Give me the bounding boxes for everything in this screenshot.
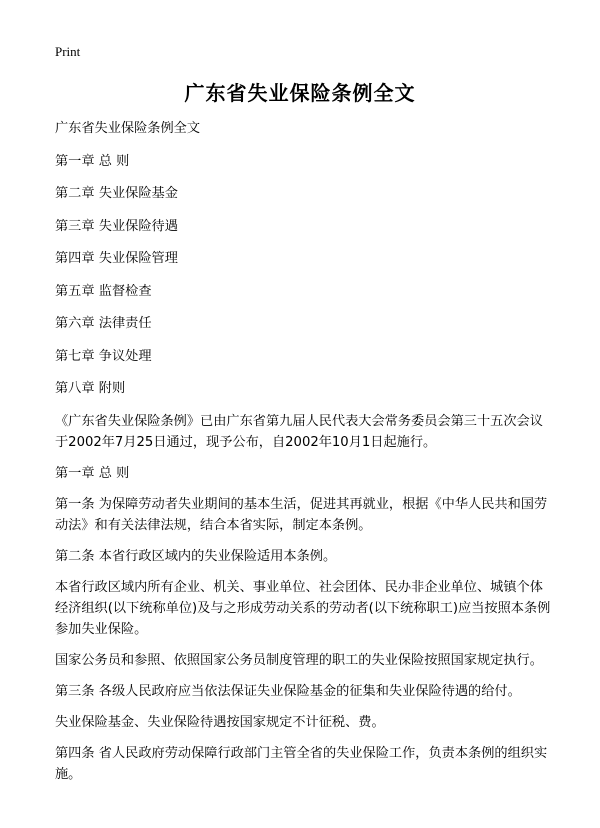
document-body <box>55 118 555 795</box>
toc-item: 第三章 失业保险待遇 <box>55 218 178 234</box>
toc-item: 第四章 失业保险管理 <box>55 251 178 266</box>
paragraph: 第三条 各级人民政府应当依法保证失业保险基金的征集和失业保险待遇的给付。 <box>55 683 521 699</box>
paragraph: 第四条 省人民政府劳动保障行政部门主管全省的失业保险工作，负责本条例的组织实施。 <box>55 745 548 782</box>
toc-item: 第六章 法律责任 <box>55 316 152 331</box>
toc-item: 第五章 监督检查 <box>55 283 152 299</box>
toc-item: 第七章 争议处理 <box>55 348 152 364</box>
paragraph: 失业保险基金、失业保险待遇按国家规定不计征税、费。 <box>55 714 385 730</box>
table-of-contents <box>55 118 555 399</box>
chapter-heading: 第一章 总 则 <box>55 465 130 481</box>
paragraph: 本省行政区域内所有企业、机关、事业单位、社会团体、民办非企业单位、城镇个体经济组织(以下统称单位)及与之形成劳动关系的劳动者(以下统称职工)应当按照本条例参加失业保险。 <box>55 579 551 637</box>
toc-item: 第一章 总 则 <box>55 153 130 169</box>
paragraph: 第一条 为保障劳动者失业期间的基本生活，促进其再就业，根据《中华人民共和国劳动法》和有关法律法规，结合本省实际，制定本条例。 <box>55 496 548 533</box>
article-text <box>55 411 555 785</box>
paragraph: 国家公务员和参照、依照国家公务员制度管理的职工的失业保险按照国家规定执行。 <box>55 652 543 668</box>
paragraph: 第二条 本省行政区域内的失业保险适用本条例。 <box>55 548 337 564</box>
print-link[interactable]: Print <box>55 44 81 59</box>
toc-item: 第八章 附则 <box>55 381 126 396</box>
paragraph: 《广东省失业保险条例》已由广东省第九届人民代表大会常务委员会第三十五次会议于2002年7月25日通过，现予公布，自2002年10月1日起施行。 <box>55 413 543 450</box>
toc-item: 广东省失业保险条例全文 <box>55 121 201 136</box>
toc-item: 第二章 失业保险基金 <box>55 186 178 201</box>
document-title: 广东省失业保险条例全文 <box>184 81 416 105</box>
